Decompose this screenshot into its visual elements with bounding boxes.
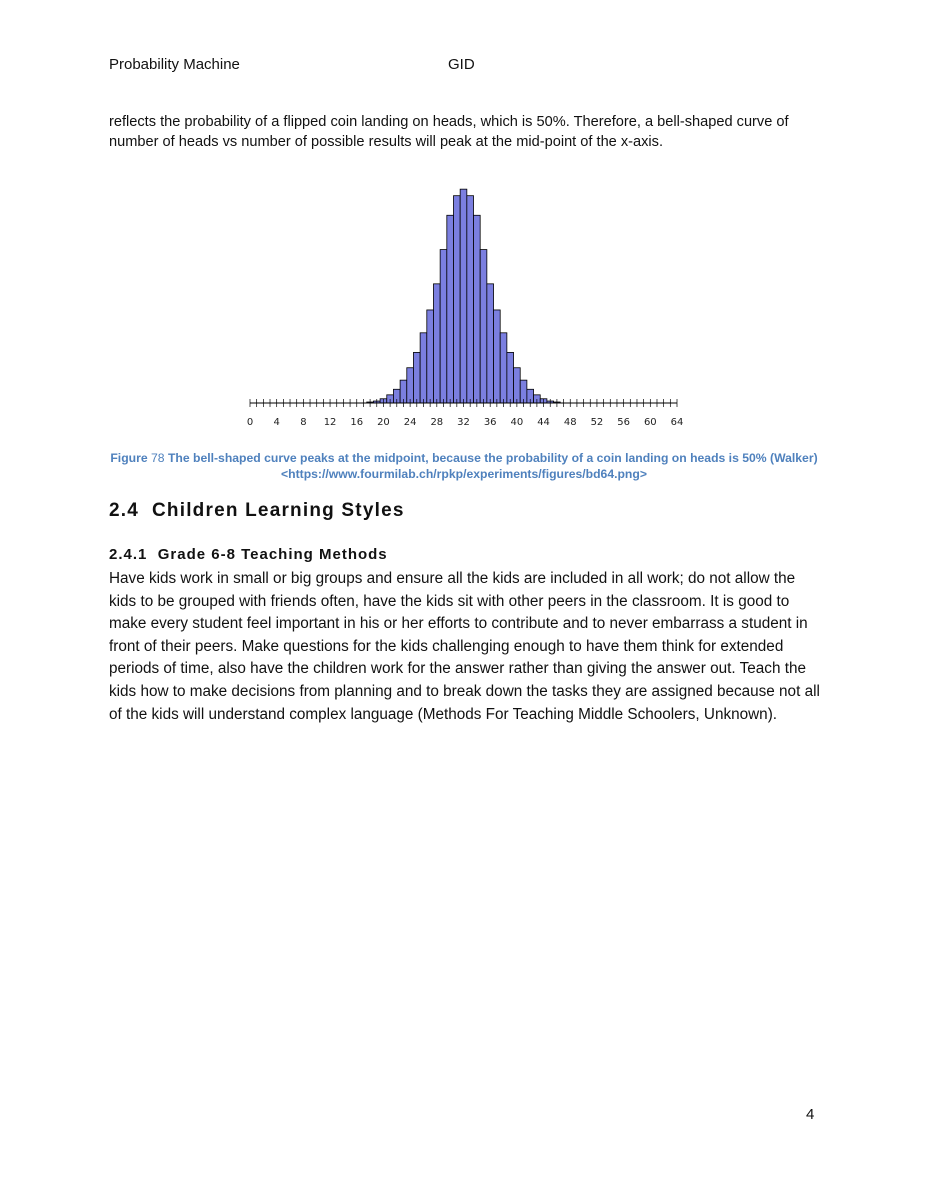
x-tick-label: 4	[273, 417, 280, 428]
histogram-bar	[507, 352, 514, 403]
x-tick-label: 16	[350, 417, 364, 428]
subsection-heading	[109, 546, 388, 563]
figure-caption-text: The bell-shaped curve peaks at the midpoint, because the probability of a coin landing on heads is 50% (Walker) <https://www.fourmilab.ch/rpkp/experiments/figures/bd64.png>	[167, 451, 818, 481]
histogram-bar	[427, 310, 434, 403]
header-group-label: GID	[448, 56, 475, 73]
x-tick-label: 60	[643, 417, 657, 428]
histogram-bar	[494, 310, 501, 403]
subsection-title: Grade 6-8 Teaching Methods	[157, 546, 388, 563]
page-number: 4	[806, 1106, 815, 1123]
x-tick-label: 48	[563, 417, 577, 428]
x-tick-label: 8	[300, 417, 307, 428]
histogram-bar	[487, 284, 494, 403]
x-tick-label: 24	[403, 417, 417, 428]
histogram-bar	[467, 196, 474, 403]
section-title: Children Learning Styles	[151, 500, 405, 521]
histogram-bar	[514, 368, 521, 403]
histogram-bar	[447, 215, 454, 403]
histogram-bar	[407, 368, 414, 403]
x-tick-label: 28	[430, 417, 444, 428]
x-tick-label: 40	[510, 417, 524, 428]
x-tick-label: 32	[457, 417, 470, 428]
histogram-bar	[460, 189, 467, 403]
histogram-bar	[413, 352, 420, 403]
x-tick-label: 44	[537, 417, 550, 428]
header-document-title: Probability Machine	[109, 56, 240, 73]
histogram-bar	[420, 333, 427, 403]
figure-caption	[108, 450, 820, 482]
histogram-bar	[433, 284, 440, 403]
histogram-bar	[453, 196, 460, 403]
histogram-bar	[500, 333, 507, 403]
body-paragraph: Have kids work in small or big groups and ensure all the kids are included in all work; do not allow the kids to be grouped with friends often, have the kids sit with other peers in the classroom. It is good to make every student feel important in his or her efforts to contribute and to never embarrass a student in front of their peers. Make questions for the kids challenging enough to have them think for extended periods of time, also have the children work for the answer rather than giving the answer out. Teach the kids how to make decisions from planning and to break down the tasks they are assigned because not all of the kids will understand complex language (Methods For Teaching Middle Schoolers, Unknown).	[109, 570, 820, 723]
section-heading	[109, 500, 405, 522]
x-tick-label: 0	[246, 417, 254, 428]
section-number: 2.4	[109, 500, 140, 521]
x-tick-label: 20	[377, 417, 390, 428]
figure-number: 78	[151, 451, 165, 465]
x-tick-label: 56	[617, 417, 630, 428]
subsection-number: 2.4.1	[109, 546, 148, 563]
x-tick-label: 12	[323, 417, 337, 428]
figure-label: Figure	[110, 451, 148, 465]
x-tick-label: 36	[483, 417, 497, 428]
intro-paragraph: reflects the probability of a flipped coin landing on heads, which is 50%. Therefore, a bell-shaped curve of number of heads vs number of possible results will peak at the mid-point of the x-axis.	[109, 114, 789, 150]
bell-curve-chart	[240, 178, 690, 433]
x-tick-label: 64	[670, 417, 684, 428]
x-tick-label: 52	[590, 417, 604, 428]
histogram-bar	[474, 215, 481, 403]
histogram-bar	[440, 250, 447, 403]
histogram-bar	[480, 250, 487, 403]
